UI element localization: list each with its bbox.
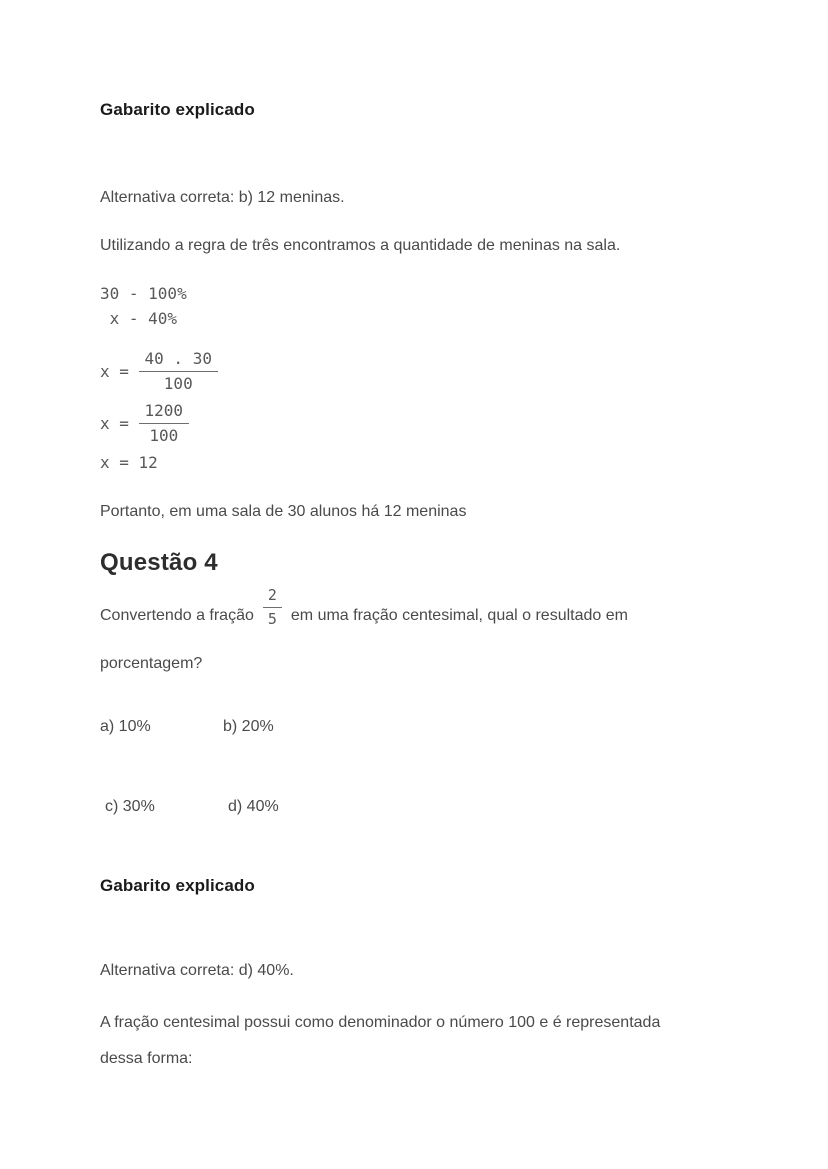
options-row-1 — [100, 716, 520, 738]
correct-alternative-line-1: Alternativa correta: b) 12 meninas. — [100, 189, 345, 206]
math-step-1-fraction — [139, 349, 218, 394]
fraction-numerator: 40 . 30 — [139, 349, 218, 372]
conclusion-line: Portanto, em uma sala de 30 alunos há 12 meninas — [100, 503, 467, 520]
rule-of-three-line-1: 30 - 100% — [100, 284, 187, 303]
option-b: b) 20% — [223, 718, 274, 735]
answer-key-heading-2: Gabarito explicado — [100, 876, 255, 895]
option-d: d) 40% — [228, 798, 279, 815]
question-4-heading: Questão 4 — [100, 549, 218, 576]
fraction-numerator: 2 — [263, 586, 282, 608]
math-step-2 — [100, 401, 189, 446]
question-4-text-line-1 — [100, 586, 628, 627]
explanation-intro-line: Utilizando a regra de três encontramos a quantidade de meninas na sala. — [100, 237, 621, 254]
centesimal-explanation-line-2: dessa forma: — [100, 1050, 193, 1067]
question-text-before-fraction: Convertendo a fração — [100, 607, 254, 624]
math-step-1-prefix: x = — [100, 361, 139, 381]
fraction-denominator: 100 — [149, 426, 179, 445]
question-4-text-line-2: porcentagem? — [100, 655, 203, 672]
correct-alternative-line-2: Alternativa correta: d) 40%. — [100, 962, 294, 979]
option-c: c) 30% — [105, 798, 155, 815]
question-text-after-fraction: em uma fração centesimal, qual o resultado em — [290, 607, 628, 624]
centesimal-explanation-line-1: A fração centesimal possui como denominador o número 100 e é representada — [100, 1014, 661, 1031]
options-row-2 — [100, 796, 520, 818]
option-a: a) 10% — [100, 718, 151, 735]
fraction-denominator: 5 — [267, 610, 277, 628]
math-result-line: x = 12 — [100, 453, 158, 472]
answer-key-heading-1: Gabarito explicado — [100, 100, 255, 119]
fraction-denominator: 100 — [163, 374, 193, 393]
math-step-1 — [100, 349, 218, 394]
question-inline-fraction — [263, 586, 282, 629]
rule-of-three-line-2: x - 40% — [100, 309, 178, 328]
math-step-2-fraction — [139, 401, 190, 446]
fraction-numerator: 1200 — [139, 401, 190, 424]
math-step-2-prefix: x = — [100, 413, 139, 433]
